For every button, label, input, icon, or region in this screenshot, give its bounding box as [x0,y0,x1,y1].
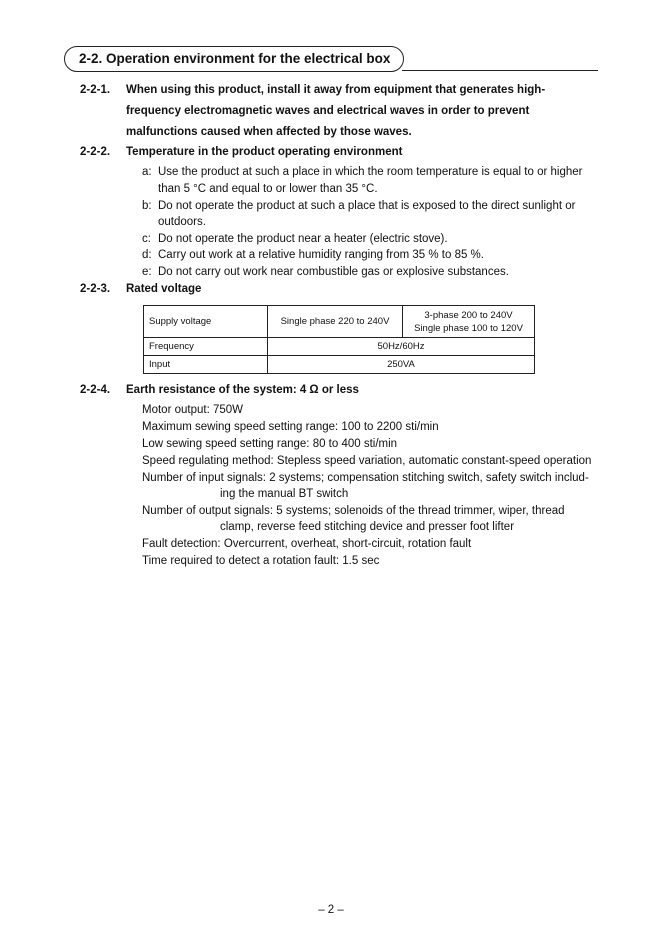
s1-line-1: When using this product, install it away from equipment that generates high- [126,84,546,96]
section-rule [402,70,598,71]
s2-title: Temperature in the product operating environment [126,146,403,158]
table-row [144,306,535,338]
input-label: Input [144,356,268,374]
frequency-label: Frequency [144,338,268,356]
spec-line: Fault detection: Overcurrent, overheat, short-circuit, rotation fault [142,538,472,550]
item-a-label: a: [142,166,152,178]
subsection-number-1: 2-2-1. [80,84,111,96]
spec-line: Maximum sewing speed setting range: 100 to 2200 sti/min [142,421,439,433]
section-header [64,46,598,72]
table-row [144,338,535,356]
rated-voltage-table [143,305,535,374]
spec-line: Low sewing speed setting range: 80 to 400 sti/min [142,438,398,450]
supply-three-phase-line1: 3-phase 200 to 240V [424,309,513,321]
item-e-label: e: [142,266,152,278]
supply-three-phase-line2: Single phase 100 to 120V [414,322,523,334]
item-e-line-1: Do not carry out work near combustible gas or explosive substances. [158,266,509,278]
item-c-line-1: Do not operate the product near a heater (electric stove). [158,233,448,245]
spec-line: Number of input signals: 2 systems; compensation stitching switch, safety switch includ- [142,472,589,484]
item-d-label: d: [142,249,152,261]
spec-line: Number of output signals: 5 systems; solenoids of the thread trimmer, wiper, thread [142,505,565,517]
spec-line: Time required to detect a rotation fault: 1.5 sec [142,555,380,567]
item-b-line-1: Do not operate the product at such a place that is exposed to the direct sunlight or [158,200,576,212]
item-a-line-1: Use the product at such a place in which the room temperature is equal to or higher [158,166,583,178]
spec-line: Motor output: 750W [142,404,243,416]
item-d-line-1: Carry out work at a relative humidity ranging from 35 % to 85 %. [158,249,484,261]
spec-line-continued: clamp, reverse feed stitching device and presser foot lifter [220,521,515,533]
item-b-line-2: outdoors. [158,216,206,228]
supply-three-phase-cell [403,306,535,338]
s3-title: Rated voltage [126,283,202,295]
supply-voltage-label: Supply voltage [144,306,268,338]
subsection-number-3: 2-2-3. [80,283,111,295]
spec-line: Speed regulating method: Stepless speed variation, automatic constant-speed operation [142,455,592,467]
table-row [144,356,535,374]
s1-line-3: malfunctions caused when affected by those waves. [126,126,412,138]
input-value: 250VA [268,356,535,374]
item-b-label: b: [142,200,152,212]
subsection-number-2: 2-2-2. [80,146,111,158]
section-title: 2-2. Operation environment for the electrical box [64,46,404,72]
frequency-value: 50Hz/60Hz [268,338,535,356]
item-a-line-2: than 5 °C and equal to or lower than 35 °C. [158,183,378,195]
s4-title: Earth resistance of the system: 4 Ω or less [126,384,359,396]
page-number: – 2 – [318,904,344,916]
spec-line-continued: ing the manual BT switch [220,488,349,500]
subsection-number-4: 2-2-4. [80,384,111,396]
supply-single-phase: Single phase 220 to 240V [268,306,403,338]
item-c-label: c: [142,233,151,245]
s1-line-2: frequency electromagnetic waves and electrical waves in order to prevent [126,105,530,117]
